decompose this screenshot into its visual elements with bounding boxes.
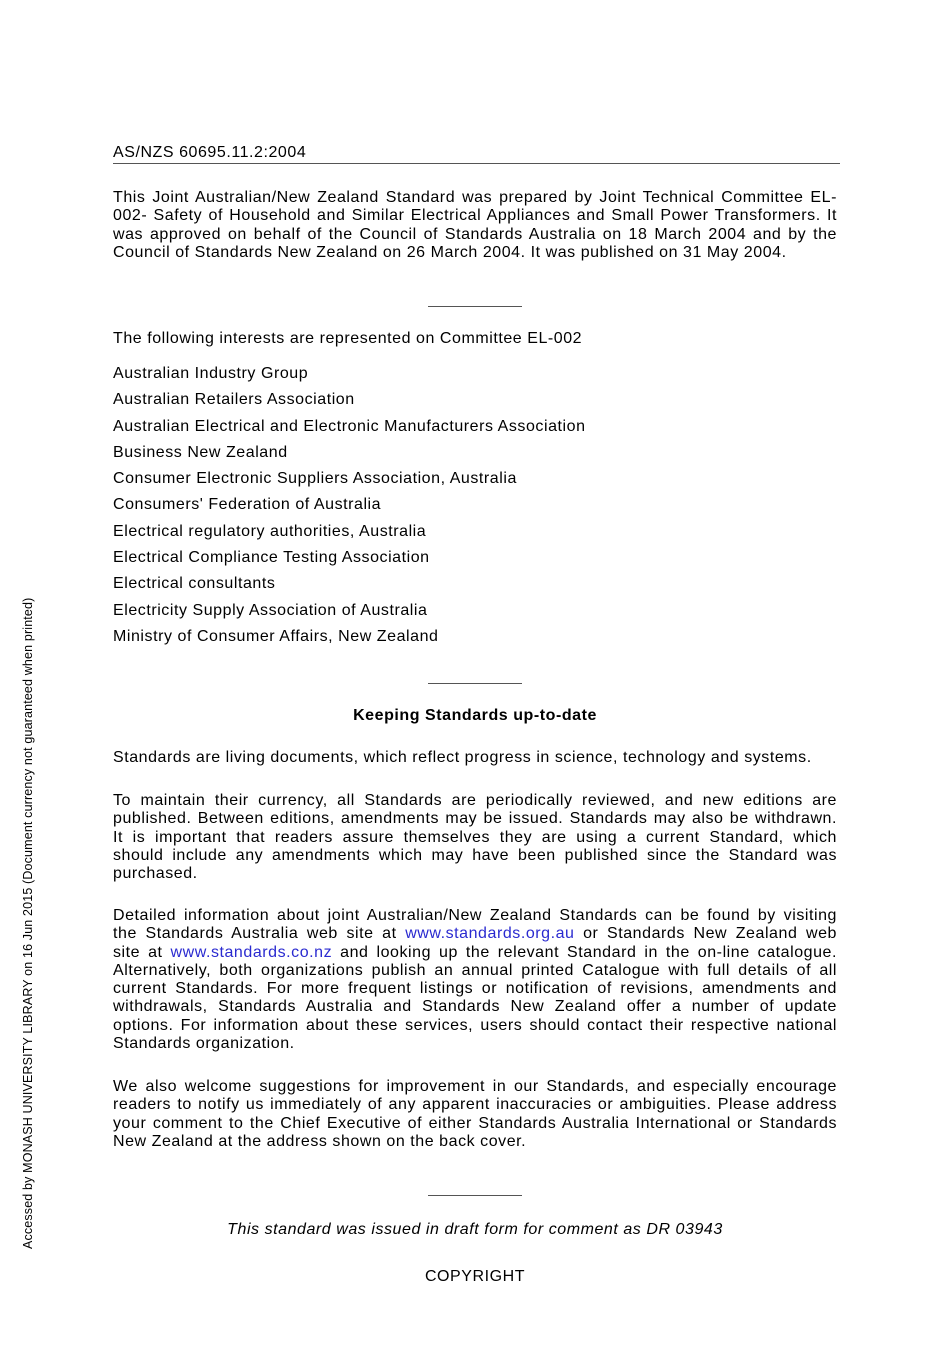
draft-note: This standard was issued in draft form for comment as DR 03943 [227,1221,723,1238]
maintain-currency-paragraph [113,792,837,883]
committee-member: Australian Retailers Association [113,391,355,409]
paragraph-line: withdrawals, Standards Australia and Standards New Zealand offer a number of update [113,998,837,1016]
committee-member: Electrical Compliance Testing Association [113,549,430,567]
line-text: and looking up the relevant Standard in the on-line catalogue. [340,943,837,961]
paragraph-line: We also welcome suggestions for improvement in our Standards, and especially encourage [113,1078,837,1095]
document-number: AS/NZS 60695.11.2:2004 [113,144,307,161]
copyright-label: COPYRIGHT [424,1268,526,1285]
paragraph-line: Detailed information about joint Australian/New Zealand Standards can be found by visiting [113,907,837,924]
paragraph-line: New Zealand at the address shown on the back cover. [113,1132,527,1150]
living-documents-paragraph: Standards are living documents, which reflect progress in science, technology and systems. [113,749,812,766]
header-rule [113,163,840,164]
access-notice: Accessed by MONASH UNIVERSITY LIBRARY on 16 Jun 2015 (Document currency not guaranteed when printed) [21,597,35,1249]
paragraph-line: current Standards. For more frequent listings or notification of revisions, amendments and [113,980,837,998]
section-divider [428,1195,522,1196]
committee-member: Australian Electrical and Electronic Manufacturers Association [113,417,586,435]
committee-member: Electrical consultants [113,575,276,593]
paragraph-line: published. Between editions, amendments may be issued. Standards may also be withdrawn. [113,810,837,828]
committee-member: Australian Industry Group [113,365,309,382]
standards-new-zealand-link[interactable]: www.standards.co.nz [170,943,333,961]
section-divider [428,683,522,684]
paragraph-line: readers to notify us immediately of any apparent inaccuracies or ambiguities. Please address [113,1096,837,1114]
standards-australia-link[interactable]: www.standards.org.au [405,925,575,943]
paragraph-line: Alternatively, both organizations publish an annual printed Catalogue with full details of all [113,961,837,979]
paragraph-line: Standards organization. [113,1035,295,1053]
paragraph-line: To maintain their currency, all Standards are periodically reviewed, and new editions are [113,792,837,809]
paragraph-line: It is important that readers assure themselves they are using a current Standard, which [113,828,837,846]
preface-line: Council of Standards New Zealand on 26 March 2004. It was published on 31 May 2004. [113,243,787,261]
paragraph-line: purchased. [113,865,198,883]
suggestions-paragraph [113,1078,837,1151]
committee-intro: The following interests are represented on Committee EL-002 [113,330,583,347]
paragraph-line: your comment to the Chief Executive of either Standards Australia International or Standards [113,1114,837,1132]
line-text: the Standards Australia web site at [113,925,397,943]
preface-line: was approved on behalf of the Council of Standards Australia on 18 March 2004 and by the [113,225,837,243]
committee-member: Electricity Supply Association of Australia [113,601,428,619]
paragraph-line [113,925,837,943]
preface-paragraph [113,189,837,262]
committee-member: Ministry of Consumer Affairs, New Zealand [113,627,439,645]
section-divider [428,306,522,307]
paragraph-line [113,944,837,962]
committee-member-list [113,361,837,650]
preface-line: This Joint Australian/New Zealand Standard was prepared by Joint Technical Committee EL- [113,189,837,206]
detailed-information-paragraph [113,907,837,1053]
paragraph-line: should include any amendments which may have been published since the Standard was [113,846,837,864]
committee-member: Consumers' Federation of Australia [113,496,382,514]
section-heading: Keeping Standards up-to-date [353,707,597,724]
committee-member: Electrical regulatory authorities, Australia [113,522,427,540]
line-text: or Standards New Zealand web [583,925,837,943]
line-text: site at [113,943,163,961]
preface-line: 002- Safety of Household and Similar Electrical Appliances and Small Power Transformers. It [113,207,837,225]
committee-member: Business New Zealand [113,443,288,461]
paragraph-line: options. For information about these services, users should contact their respective national [113,1016,837,1034]
committee-member: Consumer Electronic Suppliers Association, Australia [113,470,517,488]
